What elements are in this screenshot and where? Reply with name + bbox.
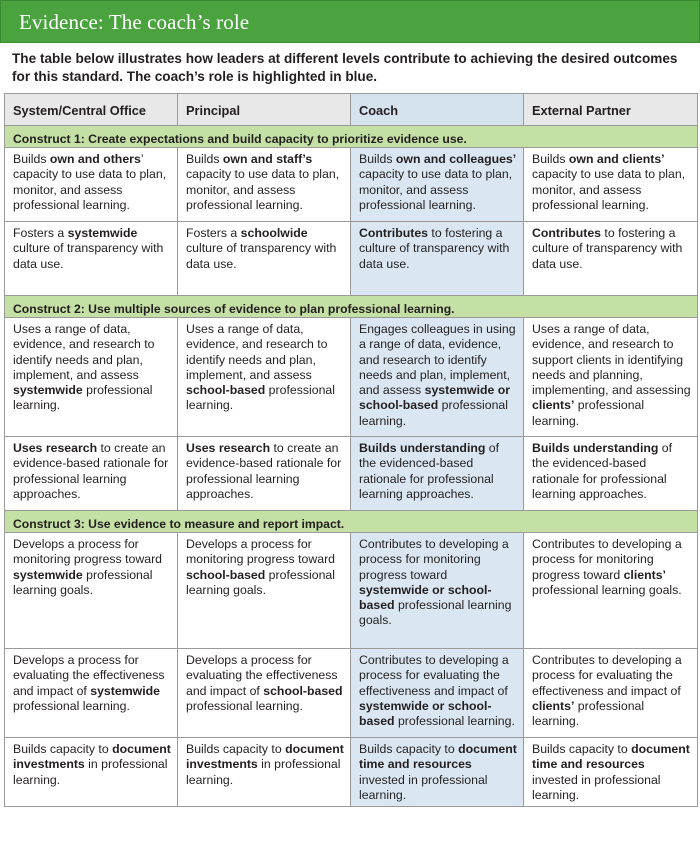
cell-coach <box>351 148 524 222</box>
cell-system <box>5 533 178 649</box>
cell-text: to fostering a culture of transparency with data use. <box>532 226 683 271</box>
cell-text: Develops a process for evaluating the effectiveness and impact of <box>13 653 165 698</box>
cell-text: professional learning. <box>532 398 645 428</box>
cell-partner <box>524 649 698 738</box>
cell-coach <box>351 738 524 807</box>
emphasis-text: Contributes <box>359 226 428 240</box>
cell-text: Builds <box>532 152 569 166</box>
emphasis-text: schoolwide <box>240 226 308 240</box>
cell-partner <box>524 533 698 649</box>
cell-system <box>5 738 178 807</box>
emphasis-text: Contributes <box>532 226 601 240</box>
cell-partner <box>524 738 698 807</box>
cell-text: invested in professional learning. <box>359 772 488 802</box>
cell-text: professional learning. <box>13 698 130 713</box>
cell-text: professional learning. <box>394 714 515 729</box>
emphasis-text: own and staff’s <box>222 152 313 166</box>
cell-text: of the evidenced-based rationale for professional learning approaches. <box>359 441 500 501</box>
cell-principal <box>178 148 351 222</box>
emphasis-text: systemwide <box>13 383 83 398</box>
cell-principal <box>178 649 351 738</box>
cell-text: Uses a range of data, evidence, and research to identify needs and plan, implement, and assess <box>13 322 155 382</box>
column-header-system: System/Central Office <box>5 94 178 126</box>
emphasis-text: systemwide or school-based <box>359 383 511 413</box>
cell-text: professional learning. <box>532 698 645 729</box>
cell-coach <box>351 437 524 511</box>
cell-text: Develops a process for evaluating the effectiveness and impact of <box>186 653 338 698</box>
cell-text: ’ capacity to use data to plan, monitor, and assess professional learning. <box>13 152 167 212</box>
cell-text: capacity to use data to plan, monitor, and assess professional learning. <box>532 167 686 212</box>
cell-text: Fosters a <box>13 226 68 240</box>
cell-text: culture of transparency with data use. <box>186 241 337 271</box>
cell-principal <box>178 533 351 649</box>
emphasis-text: own and clients’ <box>568 152 665 166</box>
emphasis-text: school-based <box>186 383 266 398</box>
emphasis-text: systemwide <box>90 683 160 698</box>
emphasis-text: clients’ <box>532 398 575 413</box>
column-header-principal: Principal <box>178 94 351 126</box>
table-row <box>5 738 698 807</box>
cell-text: of the evidenced-based rationale for professional learning approaches. <box>532 441 673 501</box>
emphasis-text: systemwide <box>13 567 83 582</box>
construct-row <box>5 126 698 148</box>
cell-coach <box>351 533 524 649</box>
emphasis-text: document time and resources <box>359 742 517 772</box>
emphasis-text: systemwide or school-based <box>359 698 492 729</box>
title-banner <box>0 0 700 43</box>
emphasis-text: Builds understanding <box>359 441 486 455</box>
emphasis-text: clients’ <box>532 698 575 713</box>
cell-text: professional learning. <box>359 398 508 428</box>
cell-principal <box>178 437 351 511</box>
cell-text: in professional learning. <box>186 757 341 787</box>
cell-text: culture of transparency with data use. <box>13 241 164 271</box>
cell-text: professional learning goals. <box>359 598 512 628</box>
construct-heading: Construct 3: Use evidence to measure and report impact. <box>5 511 698 533</box>
emphasis-text: Uses research <box>13 441 98 455</box>
emphasis-text: Uses research <box>186 441 271 455</box>
cell-partner <box>524 318 698 437</box>
cell-text: Contributes to developing a process for evaluating the effectiveness and impact of <box>359 653 509 698</box>
cell-text: Contributes to developing a process for monitoring progress toward <box>532 537 682 582</box>
cell-partner <box>524 222 698 296</box>
cell-text: professional learning. <box>186 383 335 413</box>
cell-system <box>5 148 178 222</box>
cell-text: professional learning goals. <box>186 567 335 597</box>
cell-principal <box>178 222 351 296</box>
cell-text: professional learning goals. <box>532 582 682 597</box>
cell-principal <box>178 738 351 807</box>
cell-text: Builds <box>359 152 396 166</box>
emphasis-text: school-based <box>186 567 266 582</box>
cell-text: to fostering a culture of transparency with data use. <box>359 226 510 271</box>
cell-principal <box>178 318 351 437</box>
cell-text: Develops a process for monitoring progress toward <box>186 537 335 567</box>
cell-text: Builds capacity to <box>186 742 286 756</box>
construct-row <box>5 511 698 533</box>
column-header-coach: Coach <box>351 94 524 126</box>
emphasis-text: document time and resources <box>532 742 690 772</box>
emphasis-text: document investments <box>13 742 171 772</box>
page-title: Evidence: The coach’s role <box>19 10 250 34</box>
header-row <box>5 94 698 126</box>
cell-text: professional learning goals. <box>13 567 153 597</box>
construct-row <box>5 296 698 318</box>
cell-text: professional learning. <box>186 698 303 713</box>
cell-system <box>5 649 178 738</box>
intro-text: The table below illustrates how leaders at different levels contribute to achieving the desired outcomes for this standard. The coach’s role is highlighted in blue. <box>12 51 678 84</box>
emphasis-text: clients’ <box>623 567 666 582</box>
cell-text: to create an evidence-based rationale for professional learning approaches. <box>186 441 342 501</box>
cell-text: Engages colleagues in using a range of data, evidence, and research to identify needs and plan, implement, and assess <box>359 322 516 398</box>
table-row <box>5 649 698 738</box>
construct-heading: Construct 2: Use multiple sources of evidence to plan professional learning. <box>5 296 698 318</box>
emphasis-text: systemwide <box>67 226 138 240</box>
table-row <box>5 148 698 222</box>
cell-text: Fosters a <box>186 226 241 240</box>
cell-text: to create an evidence-based rationale for professional learning approaches. <box>13 441 169 501</box>
cell-coach <box>351 222 524 296</box>
cell-text: professional learning. <box>13 383 153 413</box>
table-row <box>5 533 698 649</box>
cell-text: invested in professional learning. <box>532 772 661 802</box>
table-row <box>5 437 698 511</box>
cell-text: Builds <box>13 152 50 166</box>
emphasis-text: systemwide or school-based <box>359 582 492 613</box>
emphasis-text: own and others <box>49 152 141 166</box>
cell-partner <box>524 437 698 511</box>
emphasis-text: own and colleagues’ <box>395 152 517 166</box>
table-row <box>5 318 698 437</box>
cell-text: Builds capacity to <box>13 742 113 756</box>
cell-system <box>5 437 178 511</box>
cell-text: Builds <box>186 152 223 166</box>
construct-heading: Construct 1: Create expectations and build capacity to prioritize evidence use. <box>5 126 698 148</box>
roles-table <box>4 93 698 807</box>
cell-text: capacity to use data to plan, monitor, and assess professional learning. <box>359 167 513 212</box>
cell-text: Uses a range of data, evidence, and research to identify needs and plan, implement, and assess <box>186 322 328 382</box>
emphasis-text: document investments <box>186 742 344 772</box>
cell-text: Uses a range of data, evidence, and research to support clients in identifying needs and planning, implementing, and assessing <box>532 322 691 398</box>
cell-coach <box>351 318 524 437</box>
cell-text: capacity to use data to plan, monitor, and assess professional learning. <box>186 167 340 212</box>
cell-text: in professional learning. <box>13 757 168 787</box>
cell-system <box>5 318 178 437</box>
emphasis-text: school-based <box>263 683 343 698</box>
column-header-partner: External Partner <box>524 94 698 126</box>
table-row <box>5 222 698 296</box>
cell-text: Builds capacity to <box>359 742 459 756</box>
cell-text: Contributes to developing a process for monitoring progress toward <box>359 537 509 582</box>
cell-text: Builds capacity to <box>532 742 632 756</box>
cell-coach <box>351 649 524 738</box>
cell-text: Contributes to developing a process for evaluating the effectiveness and impact of <box>532 653 682 698</box>
cell-system <box>5 222 178 296</box>
cell-partner <box>524 148 698 222</box>
emphasis-text: Builds understanding <box>532 441 659 455</box>
table-body <box>5 126 698 807</box>
cell-text: Develops a process for monitoring progress toward <box>13 537 162 567</box>
